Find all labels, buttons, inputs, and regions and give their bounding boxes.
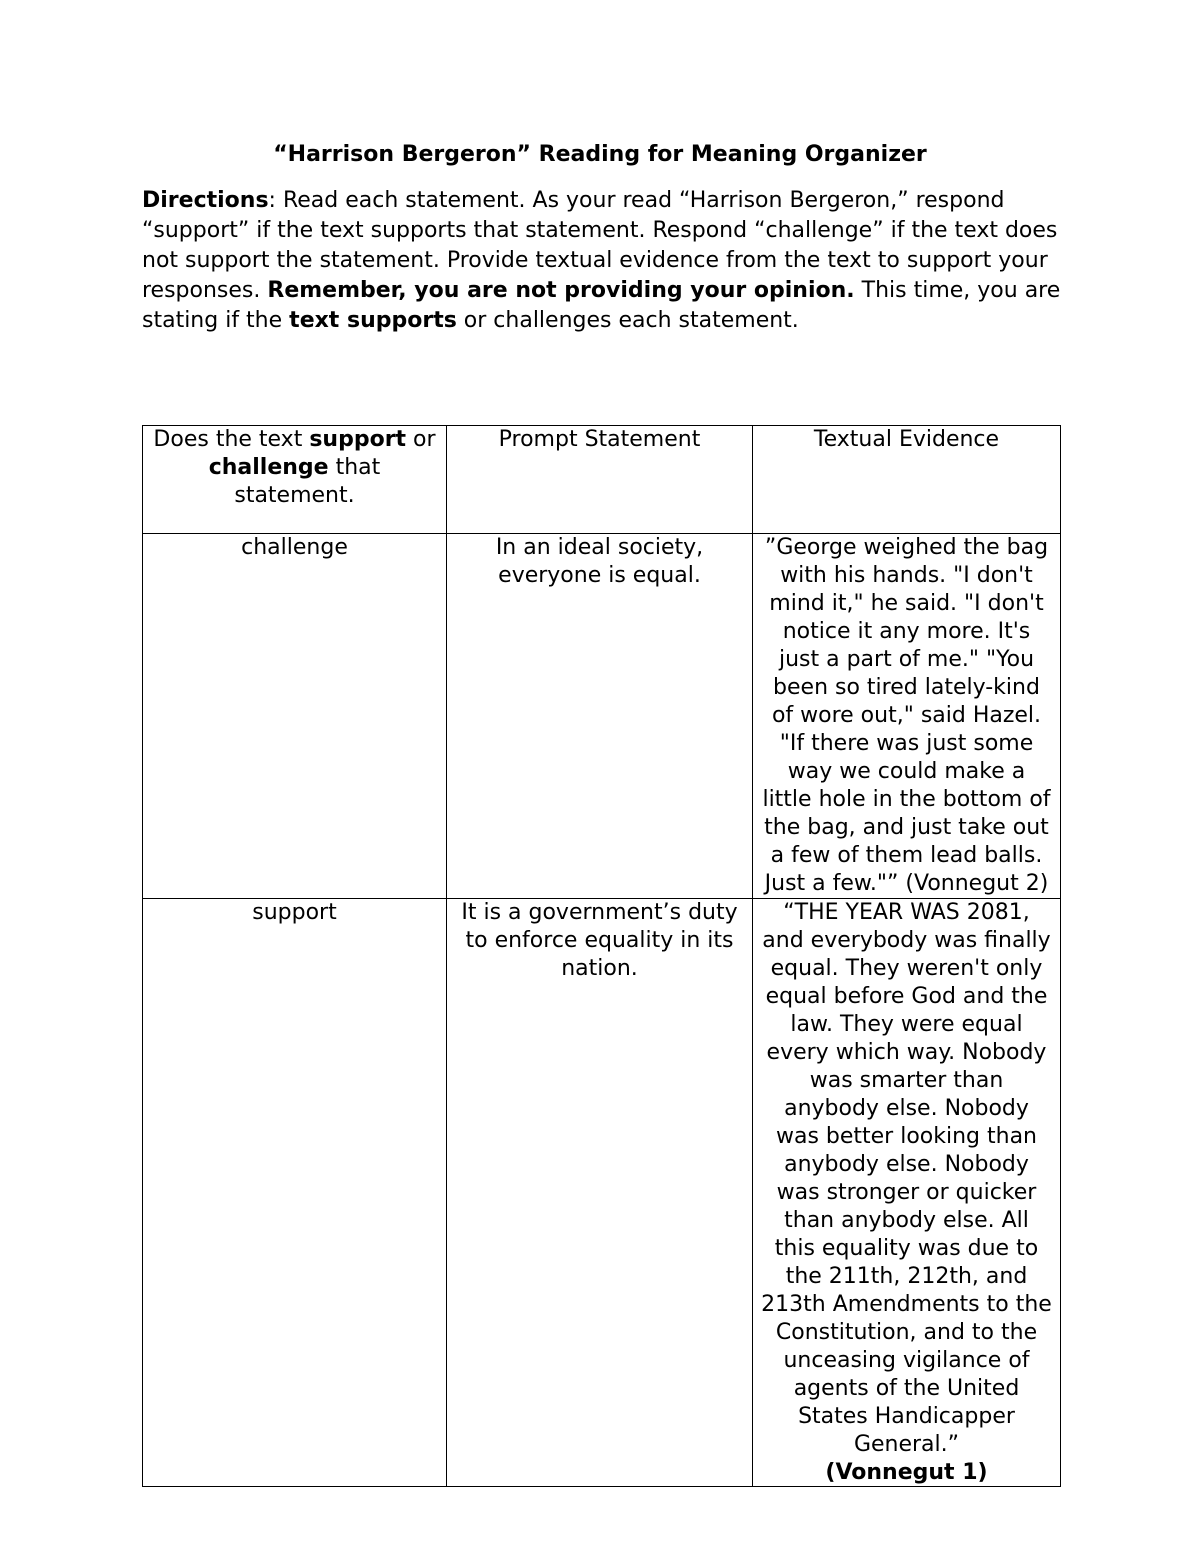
table-row bbox=[143, 899, 1061, 1487]
header-col1-part3: that statement. bbox=[234, 455, 381, 508]
directions-text-part3: or challenges each statement. bbox=[456, 308, 799, 333]
header-col1-support: support bbox=[309, 427, 407, 452]
prompt-cell: In an ideal society, everyone is equal. bbox=[447, 534, 753, 899]
directions-paragraph bbox=[142, 186, 1062, 336]
evidence-text: “THE YEAR WAS 2081, and everybody was finally equal. They weren't only equal before God and the law. They were equal every which way. Nobody was smarter than anybody else. Nobody was better looking than anybody else. Nobody was stronger or quicker than anybody else. All this equality was due to the 211th, 212th, and 213th Amendments to the Constitution, and to the unceasing vigilance of agents of the United States Handicapper General.” bbox=[761, 900, 1052, 1457]
header-col1-part2: or bbox=[406, 427, 436, 452]
evidence-cell bbox=[753, 534, 1061, 899]
directions-text-supports: text supports bbox=[289, 308, 457, 333]
header-cell-evidence: Textual Evidence bbox=[753, 426, 1061, 534]
evidence-cell bbox=[753, 899, 1061, 1487]
evidence-text: ”George weighed the bag with his hands. "I don't mind it," he said. "I don't notice it any more. It's just a part of me." "You been so tired lately-kind of wore out," said Hazel. "If there was just some way we could make a little hole in the bottom of the bag, and just take out a few of them lead balls. Just a few."” (Vonnegut 2) bbox=[762, 535, 1051, 896]
header-col1-challenge: challenge bbox=[208, 455, 329, 480]
header-cell-prompt: Prompt Statement bbox=[447, 426, 753, 534]
directions-label: Directions bbox=[142, 188, 269, 213]
table-row bbox=[143, 534, 1061, 899]
response-cell: challenge bbox=[143, 534, 447, 899]
evidence-citation: (Vonnegut 1) bbox=[825, 1460, 988, 1485]
organizer-table bbox=[142, 425, 1061, 1487]
document-title: “Harrison Bergeron” Reading for Meaning Organizer bbox=[273, 142, 927, 167]
directions-text-part2: This time, you are stating if the bbox=[142, 278, 1061, 333]
response-cell: support bbox=[143, 899, 447, 1487]
directions-text-part1: : Read each statement. As your read “Harrison Bergeron,” respond “support” if the text supports that statement. Respond “challenge” if the text does not support the statement. Provide textual evidence from the text to support your responses. bbox=[142, 188, 1058, 303]
directions-remember-note: Remember, you are not providing your opinion. bbox=[267, 278, 855, 303]
prompt-cell: It is a government’s duty to enforce equality in its nation. bbox=[447, 899, 753, 1487]
header-cell-response bbox=[143, 426, 447, 534]
header-col1-part1: Does the text bbox=[153, 427, 310, 452]
table-header-row bbox=[143, 426, 1061, 534]
